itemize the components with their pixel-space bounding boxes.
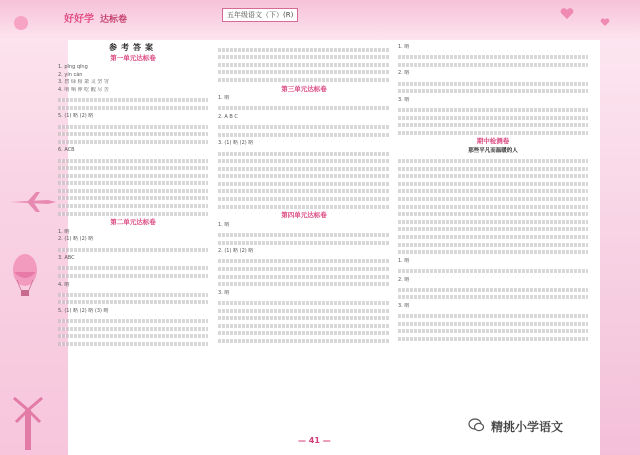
unit2-heading: 第二单元达标卷 (110, 218, 156, 227)
text-filler (398, 116, 588, 120)
text-filler (398, 182, 588, 186)
text-filler (398, 212, 588, 216)
text-filler (218, 133, 390, 137)
text-filler (398, 63, 588, 67)
text-filler (218, 339, 390, 343)
text-filler (398, 159, 588, 163)
answer-line: 1. pīng qīng (58, 64, 88, 71)
essay-title: 那些平凡而温暖的人 (468, 147, 518, 154)
text-filler (398, 314, 588, 318)
text-filler (58, 334, 208, 338)
text-filler (58, 196, 208, 200)
answer-line: 1. 略 (218, 95, 230, 102)
text-filler (398, 197, 588, 201)
unit1-heading: 第一单元达标卷 (110, 53, 156, 62)
text-filler (58, 166, 208, 170)
text-filler (58, 174, 208, 178)
text-filler (218, 167, 390, 171)
text-filler (218, 78, 390, 82)
answer-line: 2. A B C (218, 113, 238, 120)
text-filler (398, 288, 588, 292)
answer-line: 1. 略 (398, 257, 410, 264)
text-filler (218, 282, 390, 286)
answer-line: 2. 略 (398, 276, 410, 283)
text-filler (218, 309, 390, 313)
text-filler (218, 152, 390, 156)
booklet-label: 达标卷 (100, 15, 128, 25)
right-decor-band (600, 0, 640, 455)
wechat-icon (468, 418, 484, 432)
balloon-icon (10, 250, 40, 310)
answers-title: 参考答案 (109, 43, 157, 52)
text-filler (58, 248, 208, 252)
answer-line: 4. 略 (58, 281, 70, 288)
text-filler (218, 70, 390, 74)
answer-line: 2. 略 (398, 70, 410, 77)
text-filler (58, 106, 208, 110)
text-filler (58, 319, 208, 323)
text-filler (58, 132, 208, 136)
text-filler (58, 98, 208, 102)
text-filler (218, 233, 390, 237)
answer-line: 4. 明 响 伸 吃 醒 尽 苦 (58, 86, 109, 93)
text-filler (398, 89, 588, 93)
brand-title: 好好学 达标卷 (64, 14, 128, 25)
text-filler (218, 106, 390, 110)
text-filler (58, 300, 208, 304)
answer-line: 5. (1) 略 (2) 略 (3) 略 (58, 307, 109, 314)
text-filler (398, 131, 588, 135)
answer-line: 2. (1) 略 (2) 略 (218, 248, 254, 255)
text-filler (218, 259, 390, 263)
text-filler (398, 250, 588, 254)
text-filler (218, 159, 390, 163)
text-filler (398, 174, 588, 178)
text-filler (398, 189, 588, 193)
text-filler (218, 275, 390, 279)
midterm-heading: 期中检测卷 (476, 137, 510, 146)
answer-line: 2. (1) 略 (2) 略 (58, 236, 94, 243)
text-filler (218, 316, 390, 320)
text-filler (218, 241, 390, 245)
text-filler (58, 266, 208, 270)
text-filler (218, 63, 390, 67)
text-filler (398, 235, 588, 239)
watermark: 精挑小学语文 (488, 418, 566, 435)
text-filler (398, 167, 588, 171)
text-filler (58, 212, 208, 216)
text-filler (58, 274, 208, 278)
text-filler (398, 329, 588, 333)
text-filler (218, 301, 390, 305)
text-filler (218, 331, 390, 335)
text-filler (218, 267, 390, 271)
answer-line: 3. (1) 略 (2) 略 (218, 140, 254, 147)
text-filler (218, 197, 390, 201)
answer-line: 3. ABC (58, 255, 75, 262)
answer-line: 5. (1) 略 (2) 略 (58, 113, 94, 120)
text-filler (398, 295, 588, 299)
answer-line: 2. yín cán (58, 71, 83, 78)
sun-icon (10, 12, 32, 34)
answer-line: 1. 略 (218, 221, 230, 228)
text-filler (58, 204, 208, 208)
text-filler (218, 182, 390, 186)
text-filler (218, 324, 390, 328)
answer-line: 3. 略 (218, 289, 230, 296)
text-filler (398, 269, 588, 273)
text-filler (398, 205, 588, 209)
unit3-heading: 第三单元达标卷 (281, 84, 327, 93)
answer-column-3 (398, 44, 588, 345)
text-filler (398, 337, 588, 341)
text-filler (398, 55, 588, 59)
text-filler (58, 159, 208, 163)
text-filler (218, 55, 390, 59)
text-filler (398, 227, 588, 231)
text-filler (398, 123, 588, 127)
grade-label: 五年级语文（下）(R) (222, 8, 298, 22)
text-filler (58, 327, 208, 331)
page-number: — 41 — (298, 436, 331, 445)
text-filler (58, 189, 208, 193)
heart-icon (600, 18, 610, 27)
text-filler (58, 125, 208, 129)
text-filler (218, 125, 390, 129)
answer-line: 1. 略 (398, 44, 410, 50)
answer-line: 3. 碧 绿 相 萧 灵 坚 穷 (58, 79, 109, 86)
text-filler (218, 48, 390, 52)
answer-line: 6. ACB (58, 147, 75, 154)
answer-column-2 (218, 44, 390, 347)
answer-line: 3. 略 (398, 302, 410, 309)
airplane-icon (8, 190, 58, 214)
text-filler (218, 189, 390, 193)
text-filler (398, 108, 588, 112)
answer-line: 1. 略 (58, 228, 70, 235)
text-filler (58, 342, 208, 346)
text-filler (398, 220, 588, 224)
answer-column-1 (58, 44, 208, 350)
text-filler (398, 82, 588, 86)
answer-line: 3. 略 (398, 96, 410, 103)
text-filler (398, 322, 588, 326)
windmill-icon (8, 390, 48, 450)
text-filler (398, 243, 588, 247)
heart-icon (560, 8, 574, 20)
text-filler (58, 181, 208, 185)
text-filler (58, 293, 208, 297)
text-filler (218, 174, 390, 178)
unit4-heading: 第四单元达标卷 (281, 211, 327, 220)
text-filler (218, 205, 390, 209)
text-filler (58, 140, 208, 144)
